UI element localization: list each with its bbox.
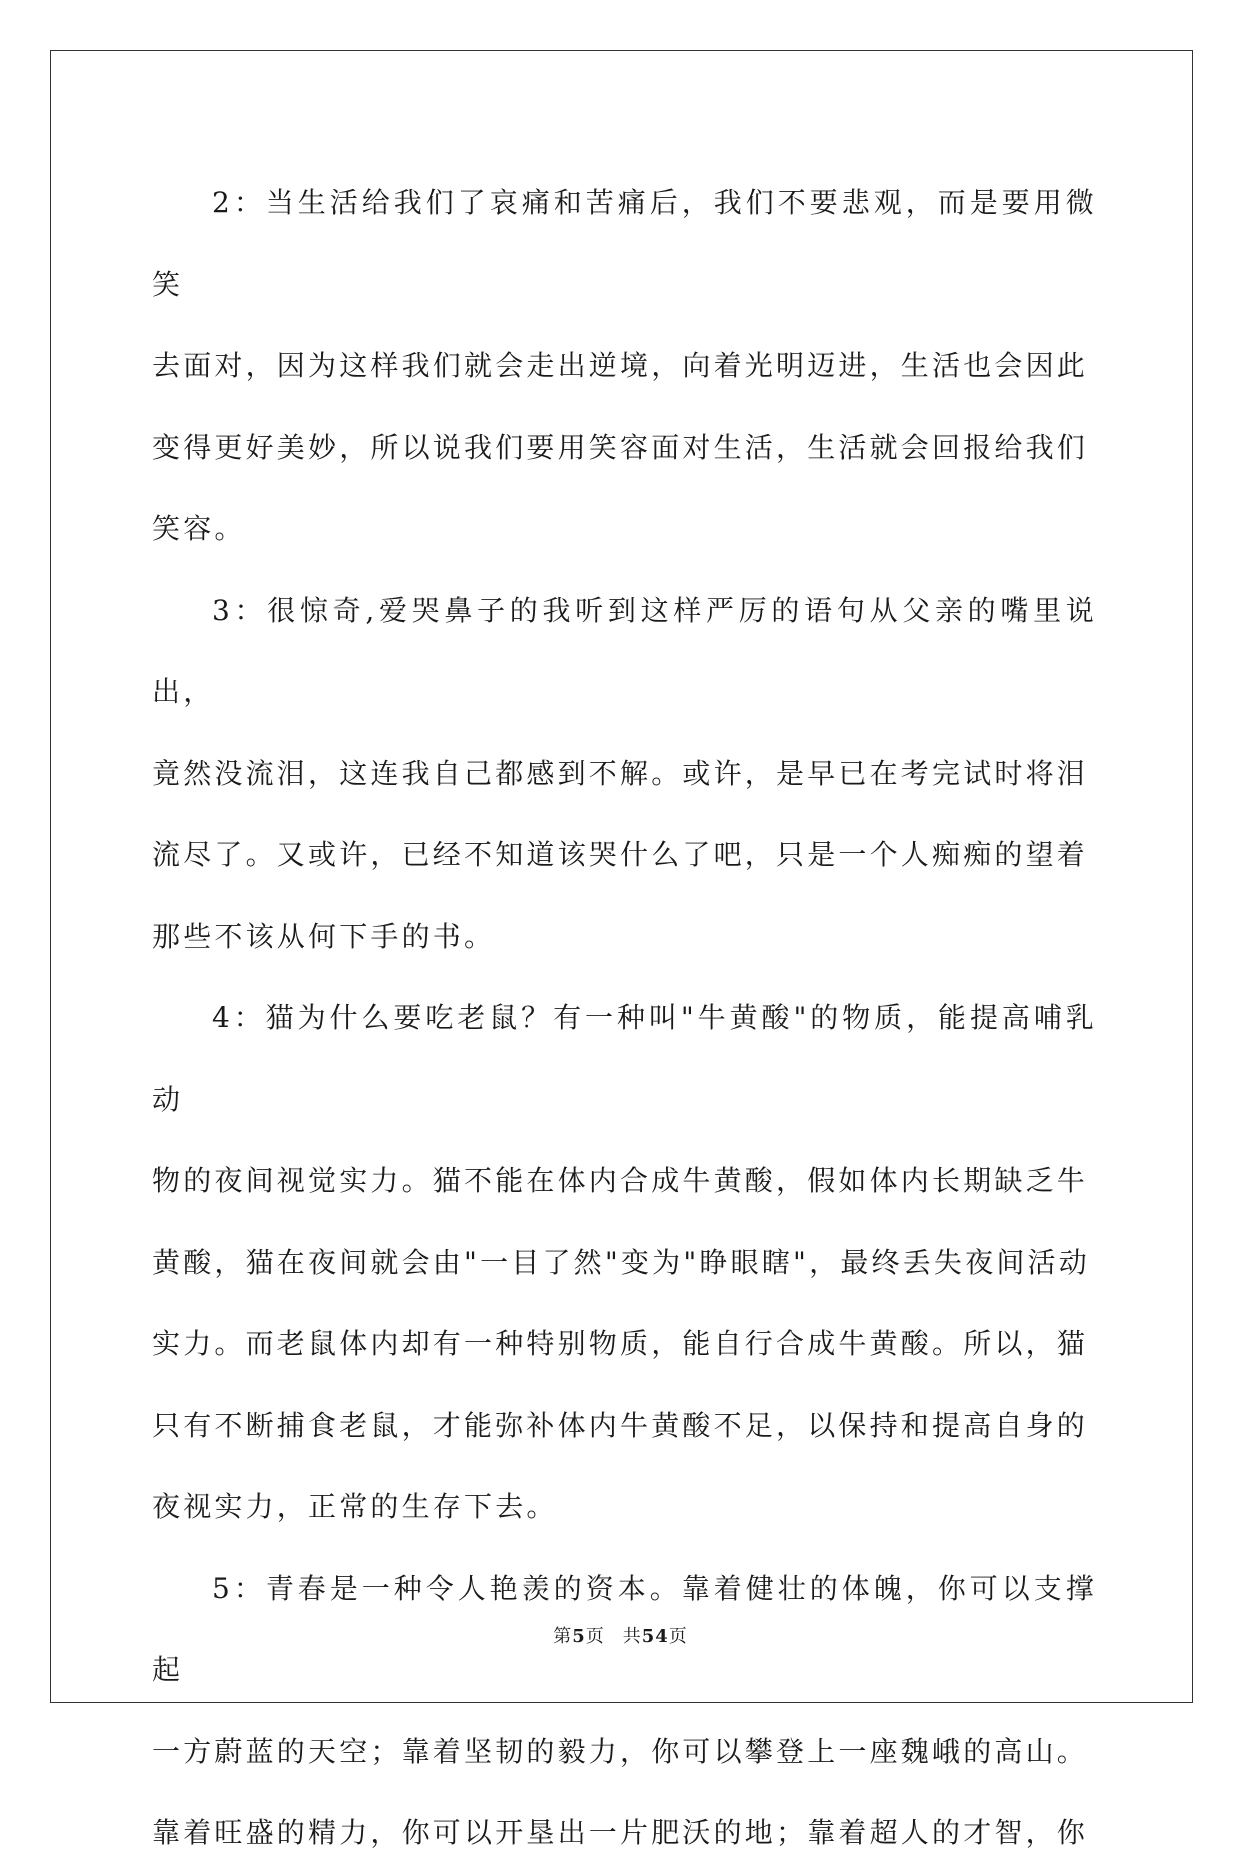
page-prefix: 第 — [553, 1626, 573, 1647]
paragraph-5: 5：青春是一种令人艳羡的资本。靠着健壮的体魄，你可以支撑起 一方蔚蓝的天空；靠着坚韧的毅力，你可以攀登上一座魏峨的高山。 靠着旺盛的精力，你可以开垦出一片肥沃的地；靠着超人的才智，你 — [152, 1571, 1097, 1849]
page-footer — [0, 1622, 1241, 1648]
paragraph-2: 2：当生活给我们了哀痛和苦痛后，我们不要悲观，而是要用微笑 去面对，因为这样我们就会走出逆境，向着光明迈进，生活也会因此 变得更好美妙，所以说我们要用笑容面对生活，生活就会回报给我们 笑容。 — [152, 186, 1097, 545]
page-suffix: 页 — [585, 1626, 605, 1647]
total-prefix: 共 — [622, 1626, 642, 1647]
page-current: 5 — [572, 1626, 586, 1647]
page-total: 54 — [641, 1626, 669, 1647]
document-body — [152, 162, 1097, 1874]
total-suffix: 页 — [668, 1626, 688, 1647]
paragraph-3: 3：很惊奇,爱哭鼻子的我听到这样严厉的语句从父亲的嘴里说出， 竟然没流泪，这连我自己都感到不解。或许，是早已在考完试时将泪 流尽了。又或许，已经不知道该哭什么了吧，只是一个人痴痴的望着 那些不该从何下手的书。 — [152, 593, 1097, 953]
paragraph-4: 4：猫为什么要吃老鼠？有一种叫"牛黄酸"的物质，能提高哺乳动 物的夜间视觉实力。猫不能在体内合成牛黄酸，假如体内长期缺乏牛 黄酸，猫在夜间就会由"一目了然"变为"睁眼瞎"，最终丢失夜间活动 实力。而老鼠体内却有一种特别物质，能自行合成牛黄酸。所以，猫 只有不断捕食老鼠，才能弥补体内牛黄酸不足，以保持和提高自身的 夜视实力，正常的生存下去。 — [152, 1001, 1097, 1523]
